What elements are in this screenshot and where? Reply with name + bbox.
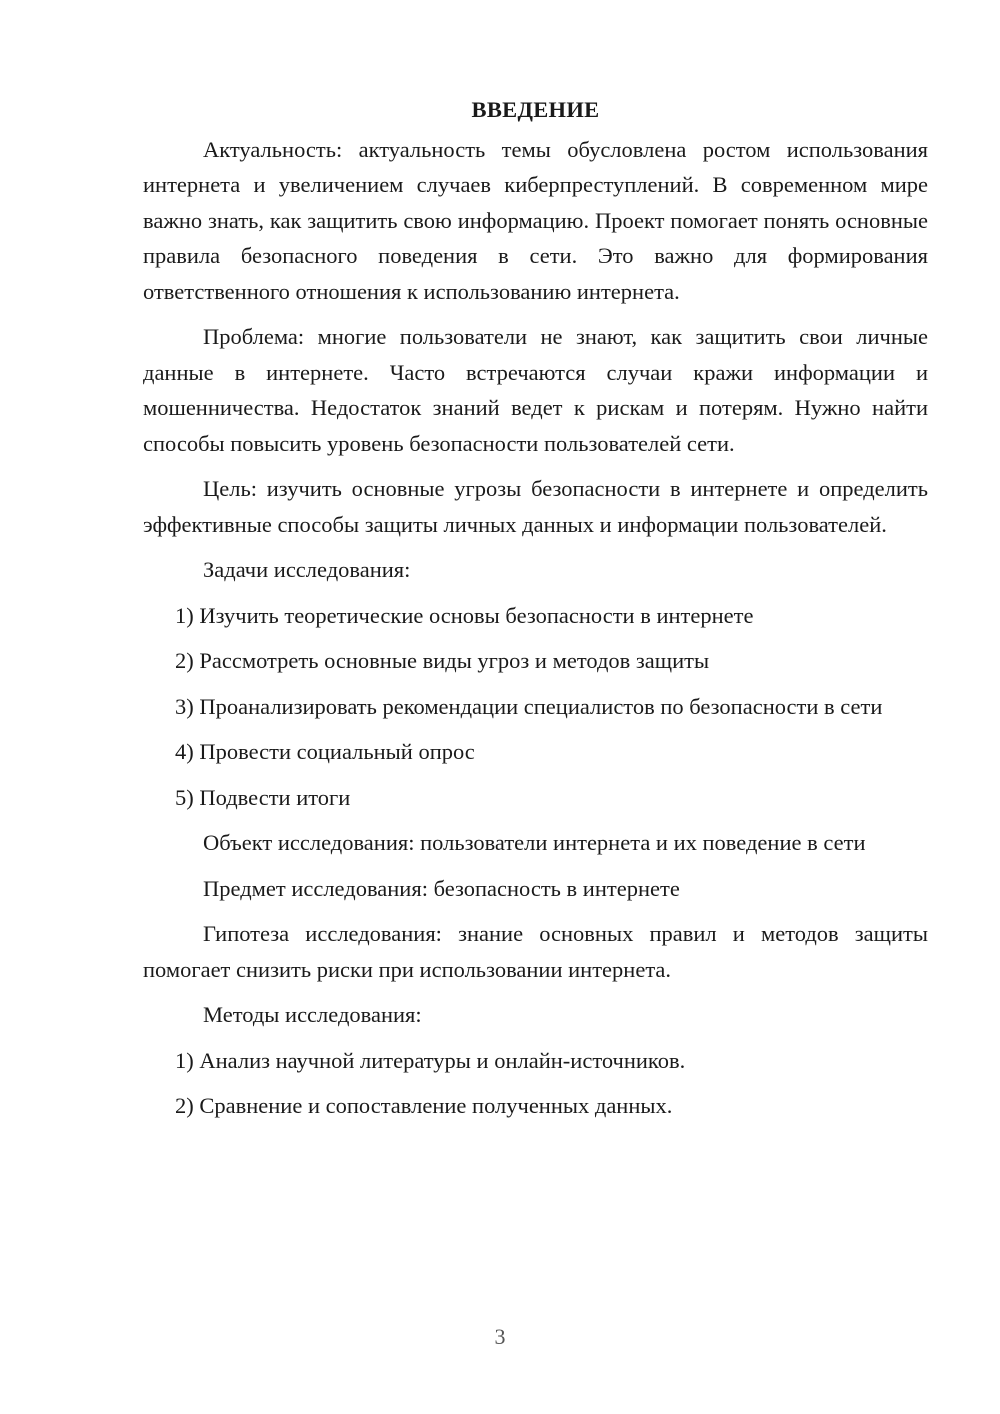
method-item: 1) Анализ научной литературы и онлайн-источников. bbox=[175, 1047, 686, 1073]
task-item: 5) Подвести итоги bbox=[175, 784, 351, 810]
tasks-heading: Задачи исследования: bbox=[203, 557, 411, 582]
page-number: 3 bbox=[494, 1324, 506, 1349]
task-item: 1) Изучить теоретические основы безопасности в интернете bbox=[175, 602, 754, 628]
paragraph-hypothesis: Гипотеза исследования: знание основных правил и методов защиты помогает снизить риски при использовании интернета. bbox=[143, 921, 928, 982]
paragraph-relevance: Актуальность: актуальность темы обусловлена ростом использования интернета и увеличением случаев киберпреступлений. В современном мире важно знать, как защитить свою информацию. Проект помогает понять основные правила безопасного поведения в сети. Это важно для формирования ответственного отношения к использованию интернета. bbox=[143, 136, 928, 304]
paragraph-object: Объект исследования: пользователи интернета и их поведение в сети bbox=[203, 830, 866, 855]
methods-heading: Методы исследования: bbox=[203, 1002, 422, 1027]
paragraph-problem: Проблема: многие пользователи не знают, как защитить свои личные данные в интернете. Часто встречаются случаи кражи информации и мошенничества. Недостаток знаний ведет к рискам и потерям. Нужно найти способы повысить уровень безопасности пользователей сети. bbox=[143, 324, 928, 456]
method-item: 2) Сравнение и сопоставление полученных данных. bbox=[175, 1093, 673, 1118]
paragraph-goal: Цель: изучить основные угрозы безопасности в интернете и определить эффективные способы защиты личных данных и информации пользователей. bbox=[143, 476, 928, 537]
task-item: 3) Проанализировать рекомендации специалистов по безопасности в сети bbox=[175, 693, 883, 719]
task-item: 4) Провести социальный опрос bbox=[175, 739, 475, 764]
document-page bbox=[143, 92, 928, 1134]
task-item: 2) Рассмотреть основные виды угроз и методов защиты bbox=[175, 648, 710, 673]
paragraph-subject: Предмет исследования: безопасность в интернете bbox=[203, 875, 680, 901]
page-title: ВВЕДЕНИЕ bbox=[471, 97, 600, 122]
